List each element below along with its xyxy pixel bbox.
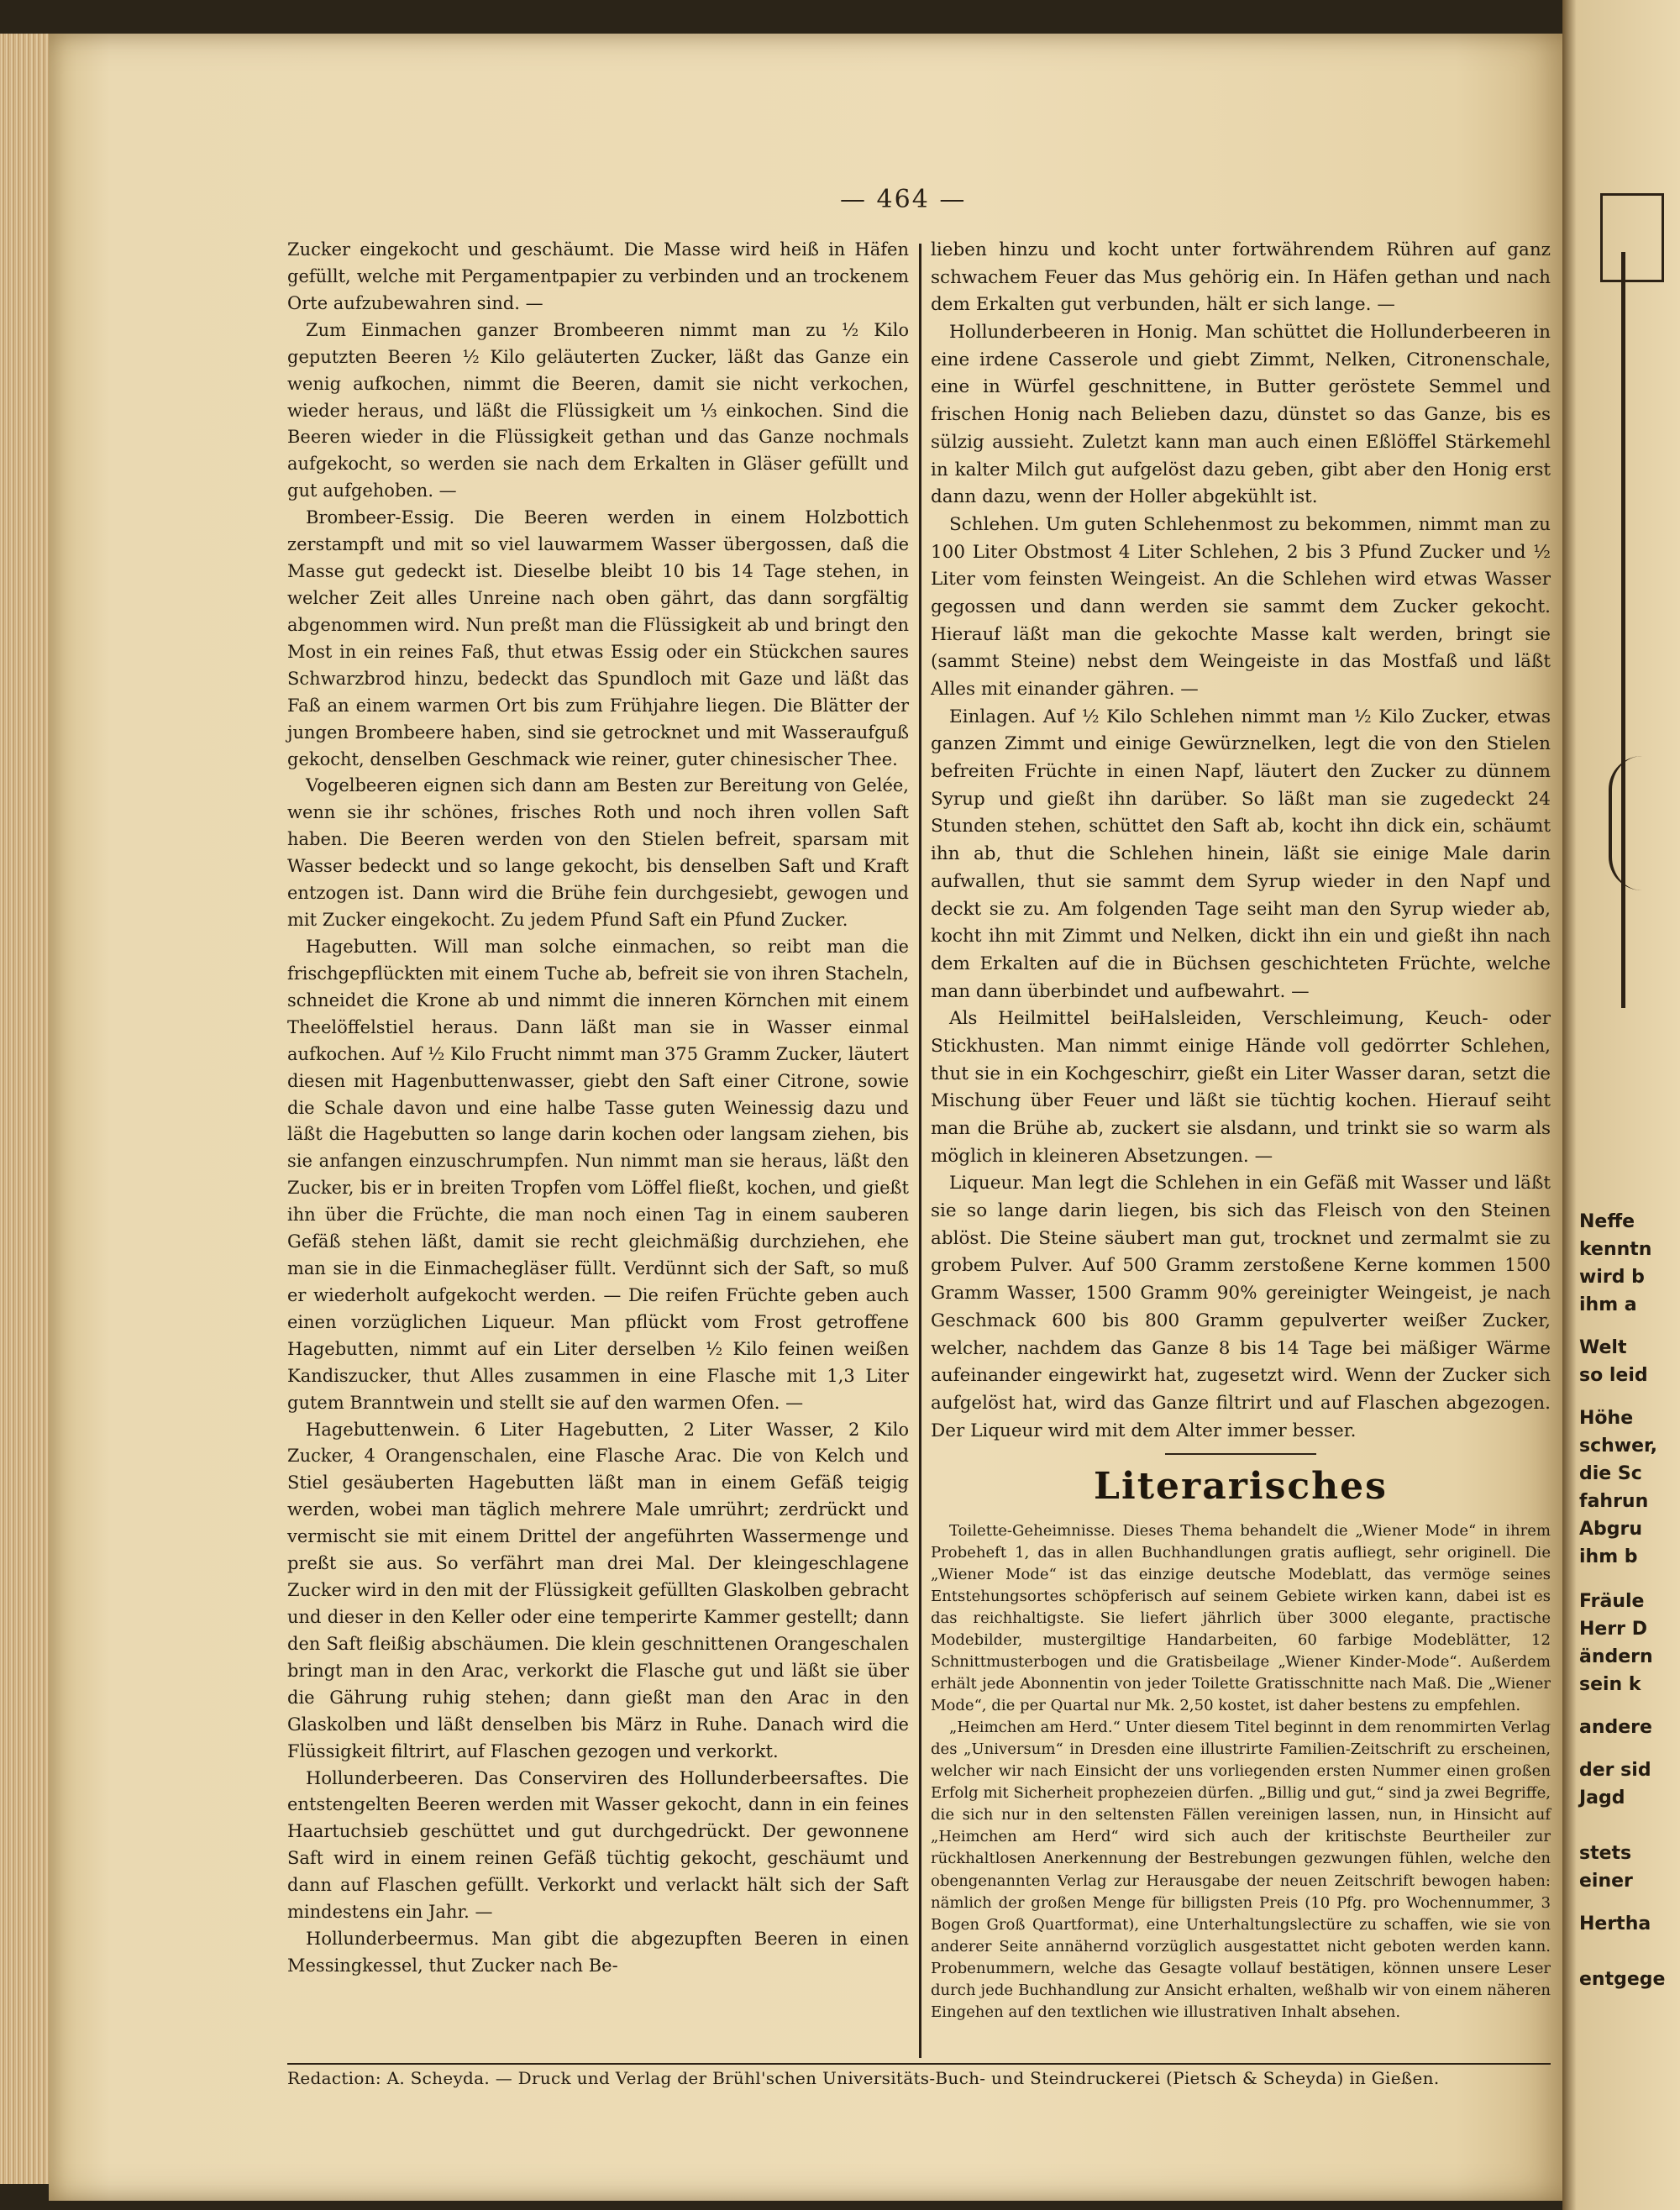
book-page-edges [0, 34, 50, 2184]
adjacent-page-word: stets [1579, 1843, 1632, 1864]
adjacent-page-word: Herr D [1579, 1619, 1647, 1640]
paragraph: Brombeer-Essig. Die Beeren werden in einem Holzbottich zerstampft und mit so viel lauwarmem Wasser übergossen, daß die Masse gut gedeckt ist. Dieselbe bleibt 10 bis 14 Tage stehen, in welcher Zeit alles Unreine nach oben gährt, das dann sorgfältig abgenommen wird. Nun preßt man die Flüssigkeit ab und bringt den Most in ein reines Faß, thut etwas Essig oder ein Stückchen saures Schwarzbrod hinzu, bedeckt das Spundloch mit Gaze und läßt das Faß an einem warmen Ort bis zum Frühjahre liegen. Die Blätter der jungen Brombeere haben, sind sie getrocknet und mit Wasseraufguß gekocht, denselben Geschmack wie reiner, guter chinesischer Thee. [287, 507, 909, 769]
imprint-footer: Redaction: A. Scheyda. — Druck und Verlag der Brühl'schen Universitäts-Buch- und Steindruckerei (Pietsch & Scheyda) in Gießen. [287, 2068, 1440, 2088]
adjacent-page-word: der sid [1579, 1760, 1651, 1781]
adjacent-page-word: einer [1579, 1871, 1633, 1892]
paragraph: Als Heilmittel beiHalsleiden, Verschleimung, Keuch- oder Stickhusten. Man nimmt einige Hände voll gedörrter Schlehen, thut sie in ein Kochgeschirr, gießt ein Liter Wasser daran, setzt die Mischung über Feuer und läßt sie tüchtig kochen. Hierauf seiht man die Brühe ab, zuckert sie alsdann, und trinkt sie so warm als möglich in kleineren Absetzungen. — [931, 1008, 1551, 1167]
paragraph: Einlagen. Auf ½ Kilo Schlehen nimmt man ½ Kilo Zucker, etwas ganzen Zimmt und einige Gewürznelken, legt die von den Stielen befreiten Früchte in einen Napf, läutert den Zucker zu dünnem Syrup und gießt ihn darüber. So läßt man sie zugedeckt 24 Stunden stehen, schüttet den Saft ab, kocht ihn dick ein, schäumt ihn ab, thut die Schlehen hinein, läßt sie einige Male darin aufwallen, thut sie sammt dem Syrup wieder in den Napf und deckt sie zu. Am folgenden Tage seiht man den Syrup wieder ab, kocht ihn mit Zimmt und Nelken, dickt ihn ein und gießt ihn nach dem Erkalten auf die in Büchsen geschichteten Früchte, welche man dann überbindet und aufbewahrt. — [931, 706, 1551, 1002]
adjacent-page-word: Welt [1579, 1337, 1627, 1358]
ornament-frame [1600, 193, 1664, 282]
ornament-vertical-bar [1621, 252, 1625, 1008]
paragraph: Schlehen. Um guten Schlehenmost zu bekommen, nimmt man zu 100 Liter Obstmost 4 Liter Schlehen, 2 bis 3 Pfund Zucker und ½ Liter vom feinsten Weingeist. An die Schlehen wird etwas Wasser gegossen und dann werden sie sammt dem Zucker gekocht. Hierauf läßt man die gekochte Masse kalt werden, bringt sie (sammt Steine) nebst dem Weingeiste in das Mostfaß und läßt Alles mit einander gähren. — [931, 513, 1551, 700]
paragraph: Hollunderbeermus. Man gibt die abgezupften Beeren in einen Messingkessel, thut Zucker nach Be- [287, 1929, 909, 1976]
paragraph: lieben hinzu und kocht unter fortwährendem Rühren auf ganz schwachem Feuer das Mus gehörig ein. In Häfen gethan und nach dem Erkalten gut verbunden, hält er sich lange. — [931, 239, 1551, 316]
adjacent-page-word: Jagd [1579, 1787, 1625, 1808]
adjacent-page-word: fahrun [1579, 1491, 1649, 1512]
literary-note: Toilette-Geheimnisse. Dieses Thema behandelt die „Wiener Mode“ in ihrem Probeheft 1, das in allen Buchhandlungen gratis aufliegt, sehr originell. Die „Wiener Mode“ ist das einzige deutsche Modeblatt, das vermöge seines Entstehungsortes schöpferisch auf seinem Gebiete wirken kann, dabei ist es das reichhaltigste. Sie liefert jährlich über 3000 elegante, practische Modebilder, mustergiltige Handarbeiten, 60 farbige Modeblätter, 12 Schnittmusterbogen und die Gratisbeilage „Wiener Kinder-Mode“. Außerdem erhält jede Abonnentin von jeder Toilette Gratisschnitte nach Maß. Die „Wiener Mode“, die per Quartal nur Mk. 2,50 kostet, ist daher bestens zu empfehlen. [931, 1522, 1551, 1715]
adjacent-page-word: die Sc [1579, 1463, 1642, 1484]
adjacent-page-word: sein k [1579, 1674, 1641, 1695]
paragraph: Hollunderbeeren in Honig. Man schüttet die Hollunderbeeren in eine irdene Casserole und giebt Zimmt, Nelken, Citronenschale, eine in Würfel geschnittene, in Butter geröstete Semmel und frischen Honig nach Belieben dazu, dünstet so das Ganze, bis es sülzig aussieht. Zuletzt kann man auch einen Eßlöffel Stärkemehl in kalter Milch gut aufgelöst dazu geben, gibt aber den Honig erst dann dazu, wenn der Holler abgekühlt ist. [931, 322, 1551, 508]
right-column [931, 237, 1551, 2024]
adjacent-page-word: kenntn [1579, 1239, 1652, 1260]
paragraph: Hagebuttenwein. 6 Liter Hagebutten, 2 Liter Wasser, 2 Kilo Zucker, 4 Orangenschalen, eine Flasche Arac. Die von Kelch und Stiel gesäuberten Hagebutten läßt man in einem Gefäß teigig werden, wobei man täglich mehrere Male umrührt; zerdrückt und vermischt sie mit einem Drittel der angeführten Wassermenge und preßt sie aus. So verfährt man drei Mal. Der kleingeschlagene Zucker wird in den mit der Flüssigkeit gefüllten Glaskolben gebracht und dieser in den Keller oder eine temperirte Kammer gestellt; dann den Saft fleißig abschäumen. Die klein geschnittenen Orangeschalen bringt man in den Arac, verkorkt die Flasche gut und läßt sie über die Gährung ruhig stehen; dann gießt man den Arac in den Glaskolben und läßt denselben bis März in Ruhe. Danach wird die Flüssigkeit filtrirt, auf Flaschen gezogen und verkorkt. [287, 1419, 909, 1761]
adjacent-page-word: so leid [1579, 1365, 1648, 1386]
adjacent-page-word: Hertha [1579, 1913, 1651, 1934]
literary-note: „Heimchen am Herd.“ Unter diesem Titel beginnt in dem renommirten Verlag des „Universum“ in Dresden eine illustrirte Familien-Zeitschrift zu erscheinen, welcher wir nach Einsicht der uns vorliegenden ersten Nummer einen großen Erfolg mit Sicherheit prophezeien dürfen. „Billig und gut,“ sind ja zwei Begriffe, die sich nur in den seltensten Fällen vereinigen lassen, nun, in Hinsicht auf „Heimchen am Herd“ wird sich auch der kritischste Beurtheiler zur rückhaltlosen Anerkennung der Bestrebungen gezwungen fühlen, welche den obengenannten Verlag zur Herausgabe der neuen Zeitschrift bewogen haben: nämlich der großen Menge für billigsten Preis (10 Pfg. pro Wochennummer, 3 Bogen Groß Quartformat), eine Unterhaltungslectüre zu schaffen, wie sie von anderer Seite annähernd vorzüglich ausgestattet nicht geboten werden kann. Probenummern, welche das Gesagte vollauf bestätigen, können unsere Leser durch jede Buchhandlung zur Ansicht erhalten, weßhalb wir von einem näheren Eingehen auf den textlichen wie illustrativen Inhalt absehen. [931, 1719, 1551, 2021]
adjacent-page-word: Neffe [1579, 1211, 1635, 1232]
left-column [287, 237, 909, 1980]
adjacent-page-word: entgege [1579, 1969, 1666, 1990]
ornament-scroll [1609, 756, 1662, 890]
adjacent-page-word: Abgru [1579, 1519, 1643, 1540]
adjacent-page-word: ihm b [1579, 1546, 1638, 1567]
adjacent-page-word: ihm a [1579, 1294, 1637, 1315]
paragraph: Liqueur. Man legt die Schlehen in ein Gefäß mit Wasser und läßt sie so lange darin liegen, bis sich das Fleisch von den Steinen ablöst. Die Steine säubert man gut, trocknet und zermalmt sie zu grobem Pulver. Auf 500 Gramm zerstoßene Kerne kommen 1500 Gramm Wasser, 1500 Gramm 90% gereinigter Weingeist, je nach Geschmack 600 bis 800 Gramm gepulverter weißer Zucker, welcher, nachdem das Ganze 8 bis 14 Tage bei mäßiger Wärme aufeinander eingewirkt hat, zugesetzt wird. Wenn der Zucker sich aufgelöst hat, wird das Ganze filtrirt und auf Flaschen abgezogen. Der Liqueur wird mit dem Alter immer besser. [931, 1173, 1551, 1441]
footer-divider [287, 2063, 1551, 2065]
paragraph: Zum Einmachen ganzer Brombeeren nimmt man zu ½ Kilo geputzten Beeren ½ Kilo geläuterten Zucker, läßt das Ganze ein wenig aufkochen, nimmt die Beeren, damit sie nicht verkochen, wieder heraus, und läßt die Flüssigkeit um ⅓ einkochen. Sind die Beeren wieder in die Flüssigkeit gethan und das Ganze nochmals aufgekocht, so werden sie nach dem Erkalten in Gläser gefüllt und gut aufgehoben. — [287, 319, 909, 501]
page-number: — 464 — [840, 185, 967, 214]
paragraph: Vogelbeeren eignen sich dann am Besten zur Bereitung von Gelée, wenn sie ihr schönes, frisches Roth und noch ihren vollen Saft haben. Die Beeren werden von den Stielen befreit, sparsam mit Wasser bedeckt und so lange gekocht, bis denselben Saft und Kraft entzogen ist. Dann wird die Brühe fein durchgesiebt, gewogen und mit Zucker eingekocht. Zu jedem Pfund Saft ein Pfund Zucker. [287, 775, 909, 931]
section-divider [1165, 1453, 1316, 1455]
adjacent-page-word: wird b [1579, 1267, 1645, 1288]
literary-heading: Literarisches [1094, 1465, 1388, 1509]
adjacent-page-word: Fräule [1579, 1591, 1645, 1612]
adjacent-page-word: schwer, [1579, 1436, 1658, 1457]
adjacent-page-word: andere [1579, 1717, 1652, 1738]
adjacent-page-word: Höhe [1579, 1408, 1634, 1429]
paragraph: Zucker eingekocht und geschäumt. Die Masse wird heiß in Häfen gefüllt, welche mit Pergamentpapier zu verbinden und an trockenem Orte aufzubewahren sind. — [287, 239, 909, 313]
adjacent-page-word: ändern [1579, 1646, 1653, 1667]
paragraph: Hollunderbeeren. Das Conserviren des Hollunderbeersaftes. Die entstengelten Beeren werden mit Wasser gekocht, dann in ein feines Haartuchsieb geschüttet und gut durchgedrückt. Der gewonnene Saft wird in einem reinen Gefäß tüchtig gekocht, geschäumt und dann auf Flaschen gefüllt. Verkorkt und verlackt hält sich der Saft mindestens ein Jahr. — [287, 1767, 909, 1923]
paragraph: Hagebutten. Will man solche einmachen, so reibt man die frischgepflückten mit einem Tuche ab, befreit sie von ihren Stacheln, schneidet die Krone ab und nimmt die inneren Körnchen mit einem Theelöffelstiel heraus. Dann läßt man sie in Wasser einmal aufkochen. Auf ½ Kilo Frucht nimmt man 375 Gramm Zucker, läutert diesen mit Hagenbuttenwasser, giebt den Saft einer Citrone, sowie die Schale davon und eine halbe Tasse guten Weinessig dazu und läßt die Hagebutten so lange darin kochen oder langsam ziehen, bis sie anfangen einzuschrumpfen. Nun nimmt man sie heraus, läßt den Zucker, bis er in breiten Tropfen vom Löffel fließt, kochen, und gießt ihn über die Früchte, die man noch einen Tag in einem sauberen Gefäß stehen läßt, damit sie recht gleichmäßig durchziehen, ehe man sie in die Einmachegläser füllt. Verdünnt sich der Saft, so muß er wiederholt aufgekocht werden. — Die reifen Früchte geben auch einen vorzüglichen Liqueur. Man pflückt vom Frost getroffene Hagebutten, nimmt auf ein Liter derselben ½ Kilo feinen weißen Kandiszucker, thut Alles zusammen in eine Flasche mit 1,3 Liter gutem Branntwein und stellt sie auf den warmen Ofen. — [287, 936, 909, 1413]
column-divider [919, 244, 921, 2058]
